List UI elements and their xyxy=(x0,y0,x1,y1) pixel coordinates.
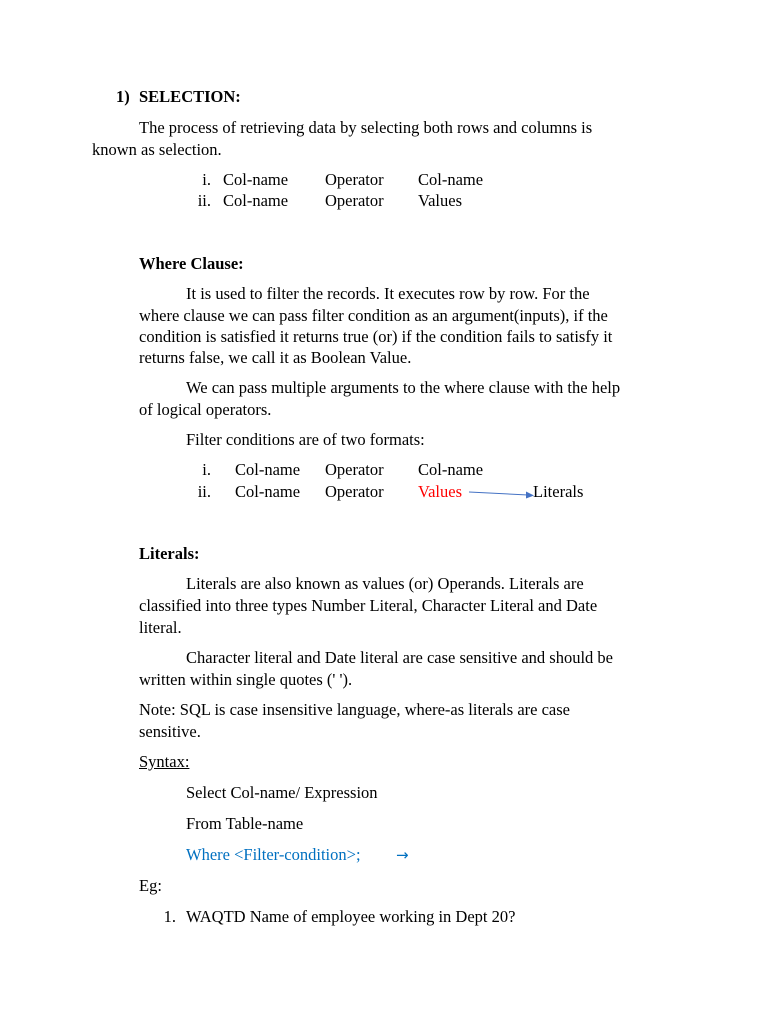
paragraph-line: written within single quotes (' '). xyxy=(139,670,353,689)
note-line: Note: SQL is case insensitive language, where-as literals are case xyxy=(139,700,570,719)
paragraph-line: Character literal and Date literal are case sensitive and should be xyxy=(186,648,613,667)
list-number: ii. xyxy=(197,191,211,210)
list-number: i. xyxy=(202,170,211,189)
list-cell: Col-name xyxy=(418,170,484,189)
list-cell: Operator xyxy=(325,482,384,501)
paragraph-line: condition is satisfied it returns true (or) if the condition fails to satisfy it xyxy=(139,327,613,346)
paragraph-line: Literals are also known as values (or) Operands. Literals are xyxy=(186,574,584,593)
list-number: i. xyxy=(202,460,211,479)
list-cell: Col-name xyxy=(235,482,301,501)
paragraph-line: where clause we can pass filter condition as an argument(inputs), if the xyxy=(139,306,608,325)
paragraph-line: literal. xyxy=(139,618,182,637)
list-cell: Operator xyxy=(325,170,384,189)
subheading: Literals: xyxy=(139,544,200,563)
section-heading: SELECTION: xyxy=(139,87,241,106)
paragraph-line: classified into three types Number Literal, Character Literal and Date xyxy=(139,596,598,615)
syntax-where-line: Where <Filter-condition>; xyxy=(186,845,361,864)
syntax-line: From Table-name xyxy=(186,814,304,833)
paragraph-line: known as selection. xyxy=(92,140,222,159)
list-cell: Col-name xyxy=(235,460,301,479)
values-term: Values xyxy=(418,482,462,501)
literals-term: Literals xyxy=(533,482,584,501)
paragraph-line: of logical operators. xyxy=(139,400,272,419)
syntax-label: Syntax: xyxy=(139,752,190,771)
paragraph-line: We can pass multiple arguments to the where clause with the help xyxy=(186,378,621,397)
list-cell: Operator xyxy=(325,460,384,479)
note-line: sensitive. xyxy=(139,722,201,741)
example-text: WAQTD Name of employee working in Dept 20? xyxy=(186,907,516,926)
list-cell: Values xyxy=(418,191,462,210)
paragraph-line: Filter conditions are of two formats: xyxy=(186,430,425,449)
paragraph-line: The process of retrieving data by selecting both rows and columns is xyxy=(139,118,593,137)
list-cell: Col-name xyxy=(418,460,484,479)
paragraph-line: returns false, we call it as Boolean Value. xyxy=(139,348,412,367)
arrow-right-icon: → xyxy=(396,846,409,864)
list-cell: Operator xyxy=(325,191,384,210)
paragraph-line: It is used to filter the records. It executes row by row. For the xyxy=(186,284,590,303)
example-number: 1. xyxy=(163,907,176,926)
syntax-line: Select Col-name/ Expression xyxy=(186,783,378,802)
subheading: Where Clause: xyxy=(139,254,244,273)
section-number: 1) xyxy=(116,87,130,106)
example-label: Eg: xyxy=(139,876,162,895)
list-number: ii. xyxy=(197,482,211,501)
arrow-right-icon xyxy=(468,486,536,500)
list-cell: Col-name xyxy=(223,191,289,210)
list-cell: Col-name xyxy=(223,170,289,189)
